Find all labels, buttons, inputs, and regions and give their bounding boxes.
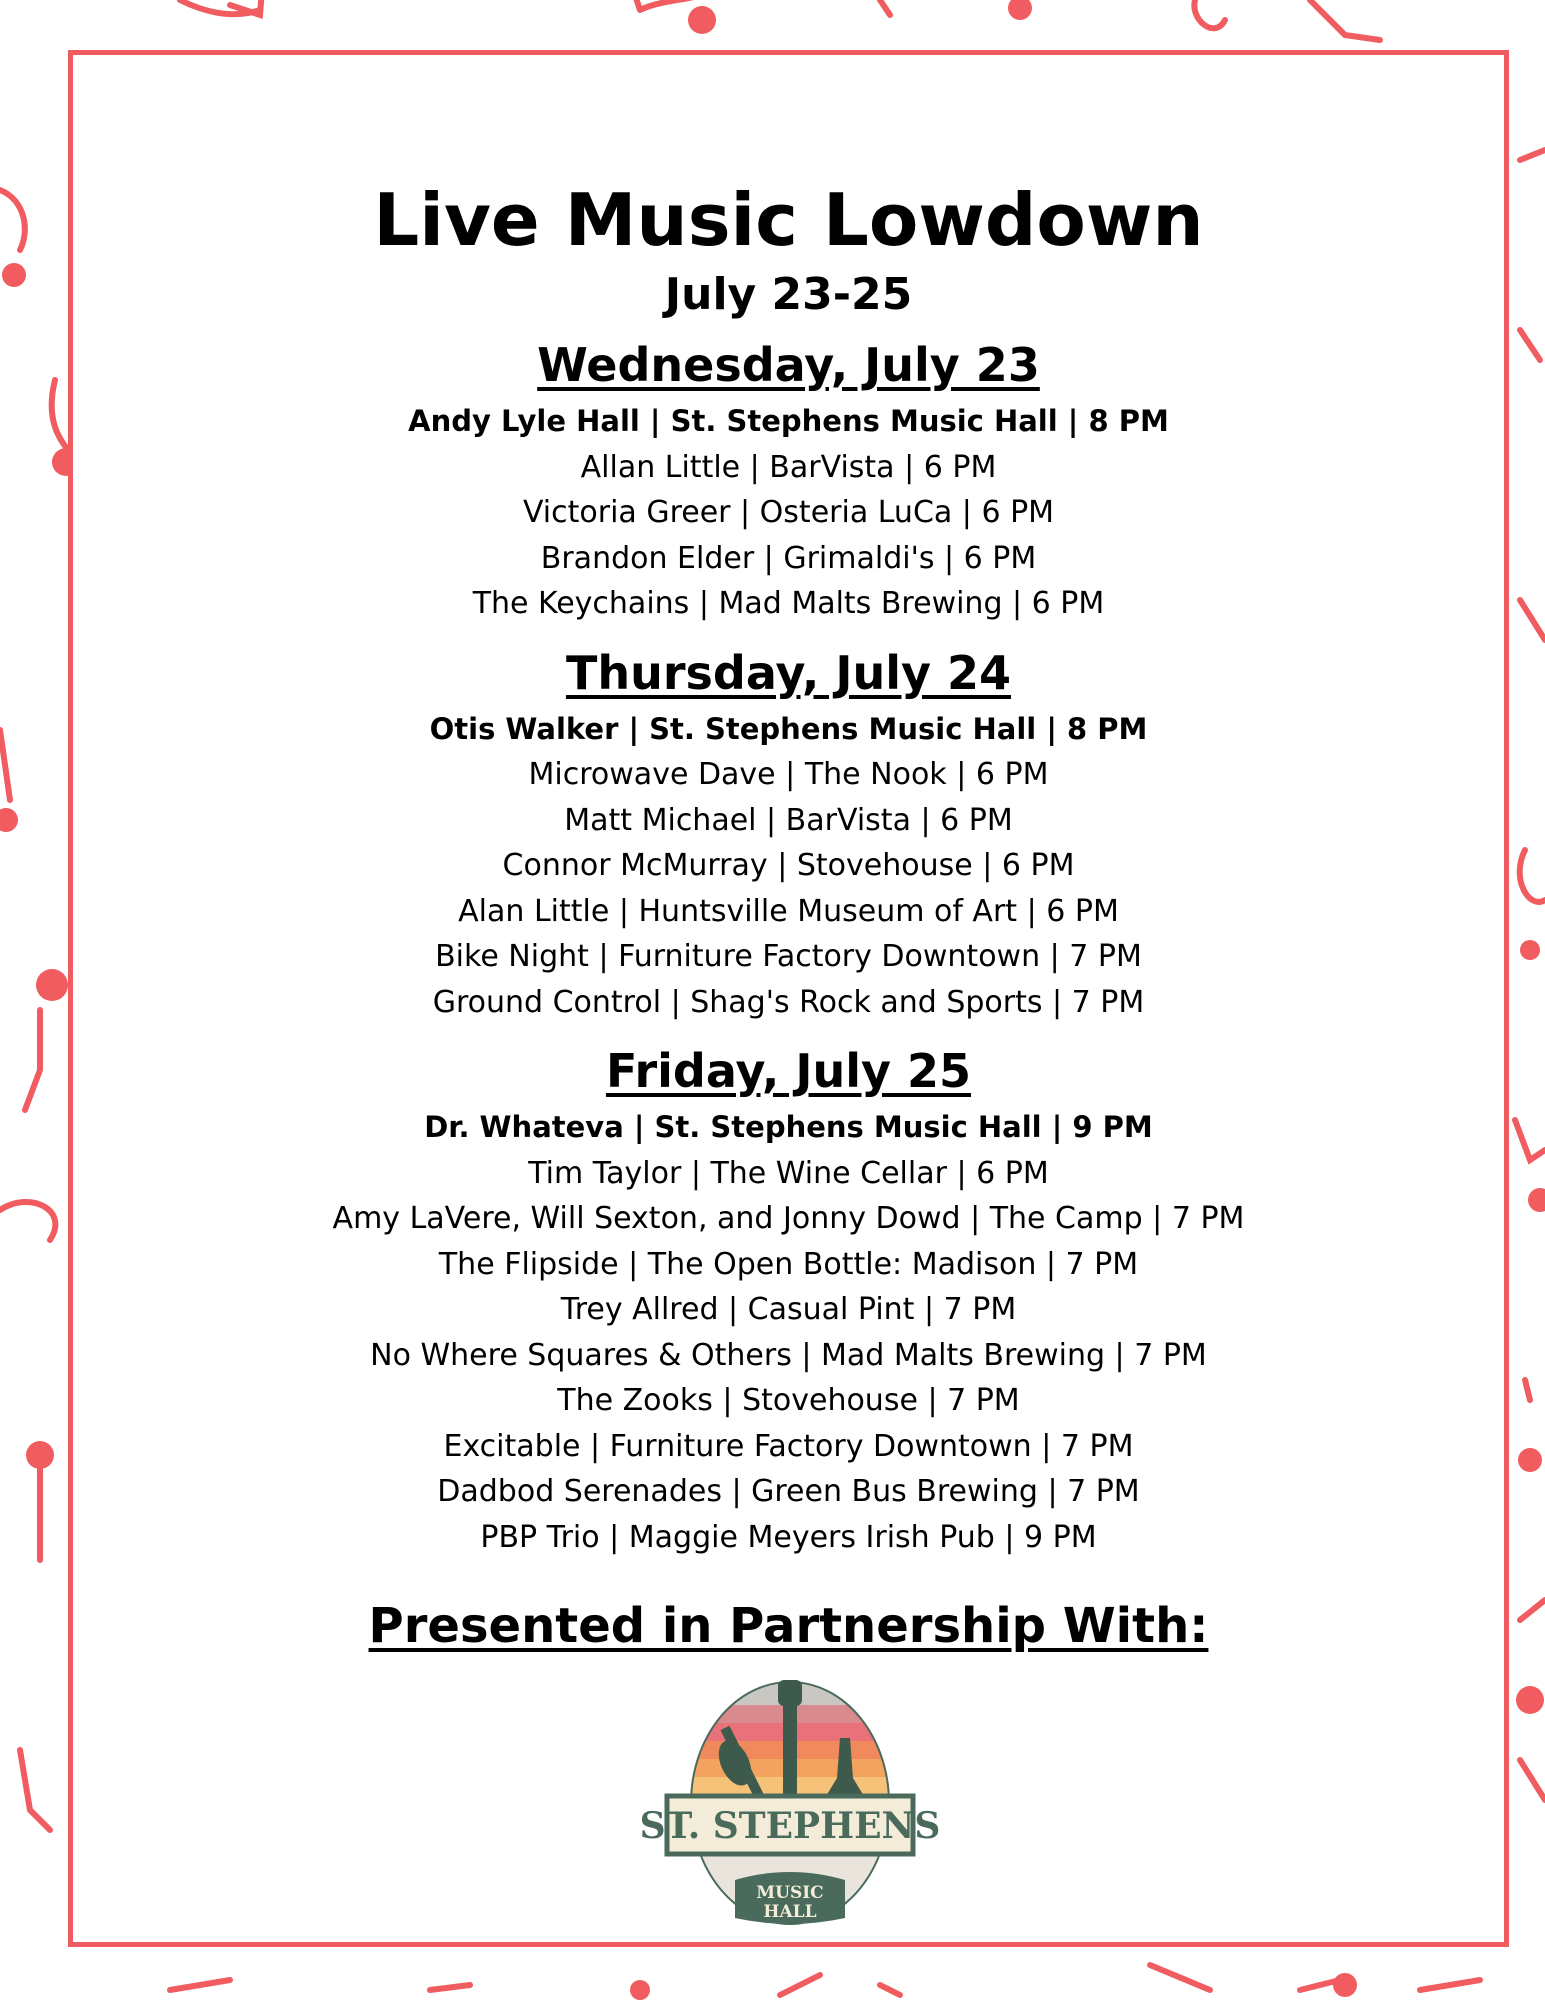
content-frame — [68, 50, 1509, 1947]
event-line: Bike Night | Furniture Factory Downtown | 7 PM — [435, 939, 1142, 974]
event-line: Allan Little | BarVista | 6 PM — [580, 449, 997, 485]
event-line: Victoria Greer | Osteria LuCa | 6 PM — [522, 495, 1055, 530]
page-title: Live Music Lowdown — [373, 178, 1204, 262]
event-line: Alan Little | Huntsville Museum of Art | 6 PM — [458, 893, 1119, 929]
event-line: The Keychains | Mad Malts Brewing | 6 PM — [472, 586, 1105, 621]
event-line: The Flipside | The Open Bottle: Madison | 7 PM — [438, 1246, 1139, 1282]
event-line: The Zooks | Stovehouse | 7 PM — [557, 1383, 1020, 1418]
st-stephens-logo — [639, 1668, 941, 1930]
event-line: Tim Taylor | The Wine Cellar | 6 PM — [528, 1155, 1049, 1191]
day-heading: Wednesday, July 23 — [537, 338, 1040, 392]
event-line: Brandon Elder | Grimaldi's | 6 PM — [540, 540, 1037, 576]
day-section-friday — [73, 1041, 1504, 1560]
event-line: Connor McMurray | Stovehouse | 6 PM — [502, 848, 1075, 883]
day-heading: Thursday, July 24 — [565, 645, 1012, 700]
event-line: Dadbod Serenades | Green Bus Brewing | 7 PM — [437, 1474, 1140, 1509]
featured-event: Dr. Whateva | St. Stephens Music Hall | 9 PM — [424, 1110, 1153, 1144]
logo-hall-text: HALL — [763, 1902, 817, 1922]
event-line: Amy LaVere, Will Sexton, and Jonny Dowd | The Camp | 7 PM — [332, 1201, 1245, 1236]
event-line: Microwave Dave | The Nook | 6 PM — [528, 757, 1049, 792]
featured-event: Otis Walker | St. Stephens Music Hall | 8 PM — [429, 711, 1148, 746]
event-line: No Where Squares & Others | Mad Malts Brewing | 7 PM — [370, 1337, 1207, 1373]
event-line: Trey Allred | Casual Pint | 7 PM — [560, 1292, 1017, 1327]
event-line: Matt Michael | BarVista | 6 PM — [564, 802, 1013, 838]
day-section-wednesday — [73, 335, 1504, 627]
featured-event: Andy Lyle Hall | St. Stephens Music Hall | 8 PM — [408, 404, 1169, 438]
event-line: PBP Trio | Maggie Meyers Irish Pub | 9 PM — [480, 1519, 1097, 1555]
day-section-thursday — [73, 643, 1504, 1026]
content-column — [73, 173, 1504, 1658]
partner-heading: Presented in Partnership With: — [368, 1598, 1209, 1654]
logo-music-text: MUSIC — [756, 1883, 824, 1903]
logo-name-text: ST. STEPHENS — [639, 1805, 941, 1847]
date-range: July 23-25 — [664, 269, 913, 320]
event-line: Excitable | Furniture Factory Downtown | 7 PM — [443, 1428, 1134, 1464]
event-line: Ground Control | Shag's Rock and Sports | 7 PM — [432, 984, 1145, 1020]
day-heading: Friday, July 25 — [605, 1044, 972, 1098]
